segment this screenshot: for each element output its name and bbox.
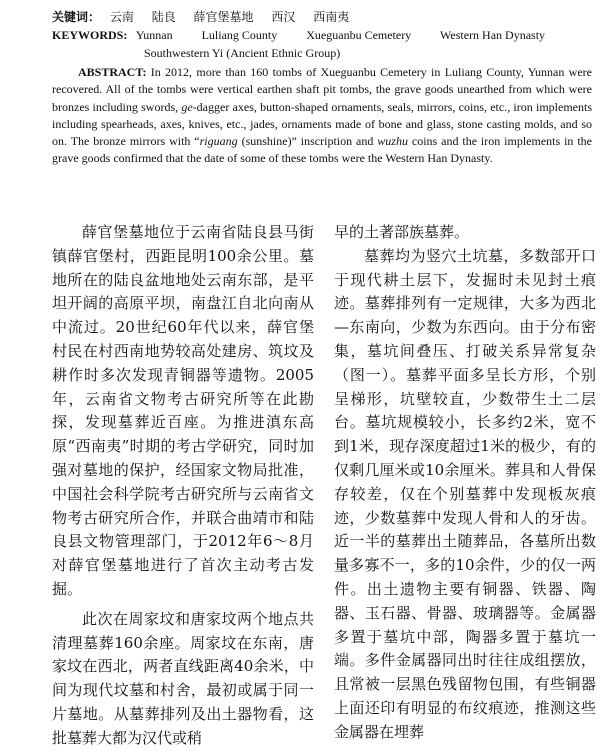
keyword-en: Luliang County <box>201 28 278 42</box>
keyword-cn: 薛官堡墓地 <box>193 10 254 24</box>
abstract <box>52 64 592 168</box>
abstract-italic-term: ge <box>181 99 193 114</box>
keyword-cn: 陆良 <box>151 10 176 24</box>
abstract-label: ABSTRACT: <box>78 65 147 79</box>
keyword-en: Xueguanbu Cemetery <box>306 28 412 42</box>
abstract-text: In 2012, more than 160 tombs of Xueguanbu Cemetery in Luliang County, Yunnan were recovered. All of the tombs were vertical earthen shaft pit tombs, the grave goods unearthed from which were bronzes including swords, <box>52 65 592 114</box>
body-paragraph: 薛官堡墓地位于云南省陆良县马街镇薛官堡村，西距昆明100余公里。墓地所在的陆良盆地地处云南东部，是平坦开阔的高原平坝，南盘江自北向南从中流过。20世纪60年代以来，薛官堡村民在村西南地势较高处建房、筑坟及耕作时多次发现青铜器等遗物。2005年，云南省文物考古研究所等在此勘探，发现墓葬近百座。为推进滇东高原“西南夷”时期的考古学研究，同时加强对墓地的保护，经国家文物局批准，中国社会科学院考古研究所与云南省文物考古研究所合作，并联合曲靖市和陆良县文物管理部门，于2012年6～8月对薛官堡墓地进行了首次主动考古发掘。 <box>52 223 314 598</box>
keywords-english <box>52 26 592 62</box>
keyword-en: Yunnan <box>135 28 173 42</box>
body-paragraph: 早的土著部族墓葬。 <box>334 223 470 241</box>
abstract-italic-term: riguang <box>199 134 238 149</box>
body-paragraph: 此次在周家坟和唐家坟两个地点共清理墓葬160余座。周家坟在东南，唐家坟在西北，两者直线距离40余米，中间为现代坟墓和村舍，最初或属于同一片墓地。从墓葬排列及出土器物看，这批墓葬大都为汉代或稍 <box>52 609 314 747</box>
abstract-text: coins and the iron implements in the grave goods confirmed that the date of some of these tombs were the Western Han Dynasty. <box>52 134 592 166</box>
article-metadata <box>52 8 592 168</box>
abstract-text: (sunshine)” inscription and <box>237 134 378 149</box>
keyword-en-continuation: Southwestern Yi (Ancient Ethnic Group) <box>144 46 341 60</box>
keywords-chinese-label: 关键词： <box>52 10 101 24</box>
abstract-italic-term: wuzhu <box>377 134 408 149</box>
keywords-chinese <box>52 8 592 26</box>
keyword-en: Western Han Dynasty <box>440 28 546 42</box>
keyword-cn: 云南 <box>109 10 134 24</box>
keyword-cn: 西汉 <box>271 10 296 24</box>
keywords-english-label: KEYWORDS: <box>52 28 128 42</box>
body-text <box>52 221 596 747</box>
abstract-text: -dagger axes, button-shaped ornaments, seals, mirrors, coins, etc., iron implements including spearheads, axes, knives, etc., jades, ornaments made of bone and glass, stone casting molds, and so on. The bronze mirrors with “ <box>52 99 592 149</box>
body-paragraph: 墓葬均为竖穴土坑墓，多数部开口于现代耕土层下，发掘时未见封土痕迹。墓葬排列有一定规律，大多为西北—东南向，少数为东西向。由于分布密集，墓坑间叠压、打破关系异常复杂（图一）。墓葬平面多呈长方形，个别呈梯形，坑壁较直，少数带生土二层台。墓坑规模较小，长多约2米，宽不到1米，现存深度超过1米的极少，有的仅剩几厘米或10余厘米。葬具和人骨保存较差，仅在个别墓葬中发现板灰痕迹，少数墓葬中发现人骨和人的牙齿。近一半的墓葬出土随葬品，各墓所出数量多寡不一，多的10余件，少的仅一两件。出土遗物主要有铜器、铁器、陶器、玉石器、骨器、玻璃器等。金属器多置于墓坑中部，陶器多置于墓坑一端。多件金属器同出时往往成组摆放，且常被一层黑色残留物包围，有些铜器上面还印有明显的布纹痕迹，推测这些金属器在埋葬 <box>334 246 596 741</box>
keyword-cn: 西南夷 <box>313 10 350 24</box>
body-column-left <box>52 221 314 751</box>
body-column-right <box>334 221 596 745</box>
